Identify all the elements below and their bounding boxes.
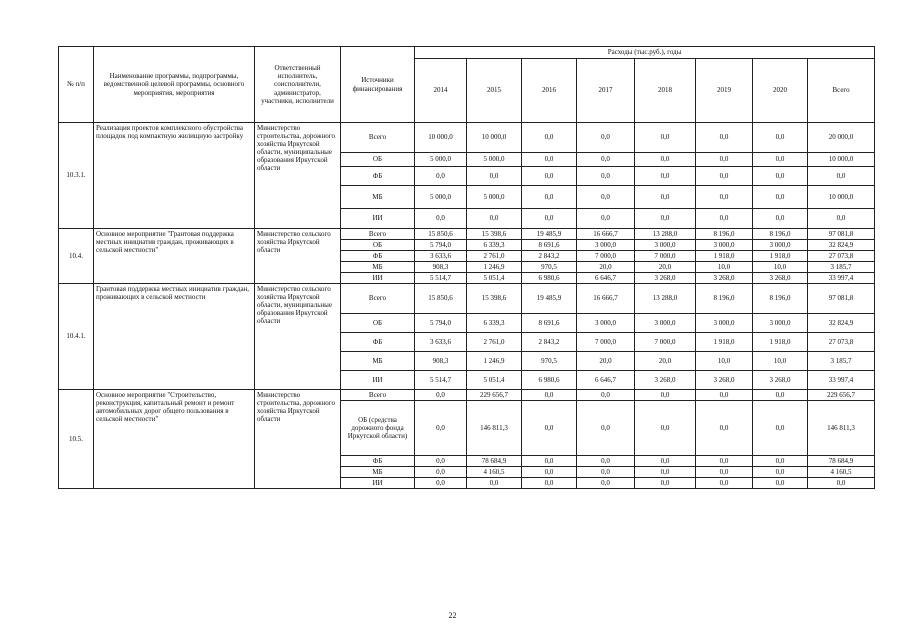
- header-year-4: 2018: [635, 59, 696, 123]
- amount-total-cell: 4 160,5: [808, 467, 875, 478]
- amount-cell: 0,0: [753, 153, 808, 167]
- header-program-name: Наименование программы, подпрограммы, ведомственной целевой программы, основного мероприятия, мероприятия: [94, 47, 255, 123]
- header-expenses: Расходы (тыс.руб.), годы: [415, 47, 875, 59]
- funding-source: ФБ: [341, 167, 415, 186]
- funding-source: Всего: [341, 123, 415, 153]
- amount-cell: 13 288,0: [635, 284, 696, 314]
- amount-cell: 0,0: [415, 401, 467, 456]
- amount-total-cell: 97 081,8: [808, 229, 875, 240]
- amount-cell: 19 485,9: [522, 229, 577, 240]
- amount-cell: 5 000,0: [415, 186, 467, 209]
- funding-source: ФБ: [341, 333, 415, 352]
- header-year-1: 2015: [467, 59, 522, 123]
- amount-total-cell: 10 000,0: [808, 153, 875, 167]
- amount-cell: 0,0: [577, 123, 635, 153]
- amount-cell: 5 051,4: [467, 371, 522, 390]
- amount-cell: 0,0: [696, 123, 753, 153]
- amount-cell: 19 485,9: [522, 284, 577, 314]
- amount-cell: 15 850,6: [415, 284, 467, 314]
- amount-cell: 0,0: [577, 456, 635, 467]
- funding-source: Всего: [341, 390, 415, 401]
- program-name: Грантовая поддержка местных инициатив граждан, проживающих в сельской местности: [94, 284, 255, 390]
- amount-cell: 20,0: [577, 262, 635, 273]
- amount-total-cell: 33 997,4: [808, 371, 875, 390]
- amount-total-cell: 0,0: [808, 167, 875, 186]
- amount-cell: 0,0: [522, 478, 577, 489]
- amount-cell: 0,0: [415, 167, 467, 186]
- amount-cell: 78 684,9: [467, 456, 522, 467]
- amount-cell: 0,0: [635, 467, 696, 478]
- amount-cell: 15 398,6: [467, 284, 522, 314]
- amount-cell: 0,0: [577, 186, 635, 209]
- amount-cell: 0,0: [696, 153, 753, 167]
- amount-cell: 15 850,6: [415, 229, 467, 240]
- amount-cell: 0,0: [696, 209, 753, 229]
- amount-cell: 0,0: [696, 401, 753, 456]
- amount-cell: 10,0: [753, 352, 808, 371]
- amount-cell: 0,0: [577, 153, 635, 167]
- row-number: 10.4.: [59, 229, 94, 284]
- amount-cell: 7 000,0: [635, 251, 696, 262]
- amount-cell: 229 656,7: [467, 390, 522, 401]
- responsible-executor: Министерство строительства, дорожного хозяйства Иркутской области, муниципальные образования Иркутской области: [255, 123, 341, 229]
- amount-total-cell: 20 000,0: [808, 123, 875, 153]
- amount-cell: 0,0: [635, 456, 696, 467]
- header-year-6: 2020: [753, 59, 808, 123]
- amount-cell: 0,0: [522, 390, 577, 401]
- amount-cell: 1 246,9: [467, 352, 522, 371]
- amount-cell: 6 339,3: [467, 314, 522, 333]
- program-name: Основное мероприятие "Строительство, реконструкция, капитальный ремонт и ремонт автомобильных дорог общего пользования в сельской местности": [94, 390, 255, 489]
- amount-cell: 0,0: [696, 186, 753, 209]
- amount-cell: 10 000,0: [415, 123, 467, 153]
- amount-cell: 3 268,0: [753, 371, 808, 390]
- amount-cell: 16 666,7: [577, 284, 635, 314]
- amount-cell: 0,0: [522, 467, 577, 478]
- amount-total-cell: 32 824,9: [808, 240, 875, 251]
- amount-cell: 8 691,6: [522, 240, 577, 251]
- amount-cell: 0,0: [577, 390, 635, 401]
- amount-cell: 8 196,0: [753, 284, 808, 314]
- amount-cell: 5 794,0: [415, 314, 467, 333]
- amount-cell: 5 000,0: [467, 186, 522, 209]
- amount-cell: 1 918,0: [753, 333, 808, 352]
- amount-cell: 0,0: [753, 390, 808, 401]
- amount-cell: 10,0: [696, 262, 753, 273]
- table-row: [59, 123, 875, 153]
- funding-source: МБ: [341, 467, 415, 478]
- amount-cell: 908,3: [415, 262, 467, 273]
- amount-cell: 0,0: [753, 401, 808, 456]
- funding-source: МБ: [341, 352, 415, 371]
- amount-cell: 0,0: [696, 167, 753, 186]
- funding-source: ФБ: [341, 456, 415, 467]
- table-row: [59, 284, 875, 314]
- amount-cell: 3 268,0: [635, 273, 696, 284]
- amount-cell: 6 980,6: [522, 371, 577, 390]
- header-year-7: Всего: [808, 59, 875, 123]
- amount-cell: 0,0: [577, 401, 635, 456]
- amount-cell: 3 633,6: [415, 251, 467, 262]
- amount-cell: 0,0: [522, 401, 577, 456]
- table-row: [59, 390, 875, 401]
- amount-cell: 0,0: [753, 209, 808, 229]
- row-number: 10.3.1.: [59, 123, 94, 229]
- amount-cell: 10,0: [753, 262, 808, 273]
- amount-cell: 3 268,0: [753, 273, 808, 284]
- amount-cell: 5 514,7: [415, 371, 467, 390]
- amount-cell: 20,0: [635, 352, 696, 371]
- amount-total-cell: 3 185,7: [808, 262, 875, 273]
- responsible-executor: Министерство сельского хозяйства Иркутской области, муниципальные образования Иркутской области: [255, 284, 341, 390]
- amount-cell: 0,0: [467, 478, 522, 489]
- amount-cell: 0,0: [415, 478, 467, 489]
- amount-cell: 3 268,0: [696, 371, 753, 390]
- amount-cell: 6 646,7: [577, 273, 635, 284]
- responsible-executor: Министерство строительства, дорожного хозяйства Иркутской области: [255, 390, 341, 489]
- amount-total-cell: 3 185,7: [808, 352, 875, 371]
- amount-cell: 3 000,0: [696, 240, 753, 251]
- amount-cell: 5 051,4: [467, 273, 522, 284]
- amount-cell: 0,0: [635, 123, 696, 153]
- amount-cell: 20,0: [635, 262, 696, 273]
- amount-cell: 8 691,6: [522, 314, 577, 333]
- header-year-2: 2016: [522, 59, 577, 123]
- amount-cell: 3 000,0: [753, 240, 808, 251]
- amount-cell: 970,5: [522, 352, 577, 371]
- funding-source: Всего: [341, 229, 415, 240]
- amount-cell: 5 514,7: [415, 273, 467, 284]
- amount-total-cell: 33 997,4: [808, 273, 875, 284]
- amount-cell: 0,0: [467, 167, 522, 186]
- table-header: [59, 47, 875, 123]
- amount-cell: 3 268,0: [635, 371, 696, 390]
- amount-cell: 0,0: [635, 401, 696, 456]
- amount-total-cell: 229 656,7: [808, 390, 875, 401]
- amount-cell: 0,0: [522, 123, 577, 153]
- amount-cell: 0,0: [753, 186, 808, 209]
- header-year-0: 2014: [415, 59, 467, 123]
- amount-cell: 2 761,0: [467, 333, 522, 352]
- amount-cell: 5 000,0: [415, 153, 467, 167]
- amount-cell: 5 794,0: [415, 240, 467, 251]
- header-responsible: Ответственный исполнитель, соисполнители, администратор, участники, исполнители: [255, 47, 341, 123]
- amount-cell: 0,0: [522, 209, 577, 229]
- amount-cell: 0,0: [696, 390, 753, 401]
- amount-cell: 6 339,3: [467, 240, 522, 251]
- amount-total-cell: 10 000,0: [808, 186, 875, 209]
- header-year-3: 2017: [577, 59, 635, 123]
- amount-cell: 3 633,6: [415, 333, 467, 352]
- amount-cell: 3 000,0: [577, 314, 635, 333]
- amount-total-cell: 27 073,8: [808, 251, 875, 262]
- amount-cell: 6 646,7: [577, 371, 635, 390]
- amount-cell: 0,0: [577, 209, 635, 229]
- amount-cell: 7 000,0: [635, 333, 696, 352]
- amount-cell: 0,0: [753, 467, 808, 478]
- amount-cell: 3 000,0: [635, 314, 696, 333]
- amount-cell: 16 666,7: [577, 229, 635, 240]
- row-number: 10.5.: [59, 390, 94, 489]
- amount-cell: 2 843,2: [522, 333, 577, 352]
- amount-cell: 10 000,0: [467, 123, 522, 153]
- funding-source: ИИ: [341, 209, 415, 229]
- header-year-5: 2019: [696, 59, 753, 123]
- amount-cell: 1 918,0: [696, 333, 753, 352]
- amount-cell: 0,0: [577, 478, 635, 489]
- amount-cell: 1 918,0: [696, 251, 753, 262]
- amount-cell: 8 196,0: [696, 229, 753, 240]
- amount-total-cell: 0,0: [808, 478, 875, 489]
- amount-cell: 0,0: [577, 467, 635, 478]
- amount-cell: 146 811,3: [467, 401, 522, 456]
- amount-cell: 0,0: [415, 456, 467, 467]
- amount-cell: 0,0: [415, 209, 467, 229]
- funding-source: Всего: [341, 284, 415, 314]
- amount-cell: 15 398,6: [467, 229, 522, 240]
- amount-cell: 0,0: [522, 186, 577, 209]
- funding-source: ОБ: [341, 153, 415, 167]
- amount-total-cell: 78 684,9: [808, 456, 875, 467]
- header-sources: Источники финансирования: [341, 47, 415, 123]
- amount-cell: 10,0: [696, 352, 753, 371]
- amount-total-cell: 27 073,8: [808, 333, 875, 352]
- funding-source: ОБ (средства дорожного фонда Иркутской области): [341, 401, 415, 456]
- funding-source: ИИ: [341, 371, 415, 390]
- amount-cell: 0,0: [696, 478, 753, 489]
- funding-source: ИИ: [341, 478, 415, 489]
- row-number: 10.4.1.: [59, 284, 94, 390]
- amount-cell: 3 000,0: [696, 314, 753, 333]
- amount-cell: 0,0: [577, 167, 635, 186]
- amount-cell: 3 000,0: [635, 240, 696, 251]
- amount-cell: 0,0: [635, 390, 696, 401]
- amount-cell: 0,0: [467, 209, 522, 229]
- amount-cell: 8 196,0: [696, 284, 753, 314]
- page-number: 22: [448, 611, 457, 620]
- program-name: Реализация проектов комплексного обустройства площадок под компактную жилищную застройку: [94, 123, 255, 229]
- amount-cell: 0,0: [753, 167, 808, 186]
- amount-cell: 1 918,0: [753, 251, 808, 262]
- amount-cell: 3 000,0: [753, 314, 808, 333]
- amount-cell: 20,0: [577, 352, 635, 371]
- amount-cell: 0,0: [635, 209, 696, 229]
- amount-cell: 908,3: [415, 352, 467, 371]
- amount-cell: 6 980,6: [522, 273, 577, 284]
- funding-source: ОБ: [341, 240, 415, 251]
- header-num: № п/п: [59, 47, 94, 123]
- amount-cell: 0,0: [635, 153, 696, 167]
- funding-source: ОБ: [341, 314, 415, 333]
- amount-cell: 0,0: [696, 456, 753, 467]
- amount-cell: 1 246,9: [467, 262, 522, 273]
- amount-cell: 2 761,0: [467, 251, 522, 262]
- funding-source: МБ: [341, 262, 415, 273]
- amount-total-cell: 32 824,9: [808, 314, 875, 333]
- table-body: [59, 123, 875, 489]
- amount-total-cell: 97 081,8: [808, 284, 875, 314]
- amount-cell: 0,0: [415, 390, 467, 401]
- amount-cell: 0,0: [696, 467, 753, 478]
- amount-total-cell: 0,0: [808, 209, 875, 229]
- amount-cell: 0,0: [522, 167, 577, 186]
- amount-cell: 0,0: [522, 153, 577, 167]
- amount-cell: 7 000,0: [577, 333, 635, 352]
- amount-cell: 0,0: [753, 456, 808, 467]
- funding-source: ФБ: [341, 251, 415, 262]
- amount-cell: 8 196,0: [753, 229, 808, 240]
- amount-cell: 970,5: [522, 262, 577, 273]
- amount-cell: 3 268,0: [696, 273, 753, 284]
- amount-cell: 0,0: [753, 123, 808, 153]
- amount-cell: 0,0: [415, 467, 467, 478]
- amount-cell: 0,0: [753, 478, 808, 489]
- table-row: [59, 229, 875, 240]
- amount-cell: 2 843,2: [522, 251, 577, 262]
- funding-source: ИИ: [341, 273, 415, 284]
- amount-cell: 0,0: [635, 186, 696, 209]
- amount-cell: 4 160,5: [467, 467, 522, 478]
- amount-total-cell: 146 811,3: [808, 401, 875, 456]
- funding-source: МБ: [341, 186, 415, 209]
- amount-cell: 13 288,0: [635, 229, 696, 240]
- amount-cell: 0,0: [635, 478, 696, 489]
- amount-cell: 0,0: [522, 456, 577, 467]
- budget-table: [58, 46, 875, 489]
- amount-cell: 7 000,0: [577, 251, 635, 262]
- amount-cell: 5 000,0: [467, 153, 522, 167]
- amount-cell: 3 000,0: [577, 240, 635, 251]
- responsible-executor: Министерство сельского хозяйства Иркутской области: [255, 229, 341, 284]
- amount-cell: 0,0: [635, 167, 696, 186]
- program-name: Основное мероприятие "Грантовая поддержка местных инициатив граждан, проживающих в сельской местности": [94, 229, 255, 284]
